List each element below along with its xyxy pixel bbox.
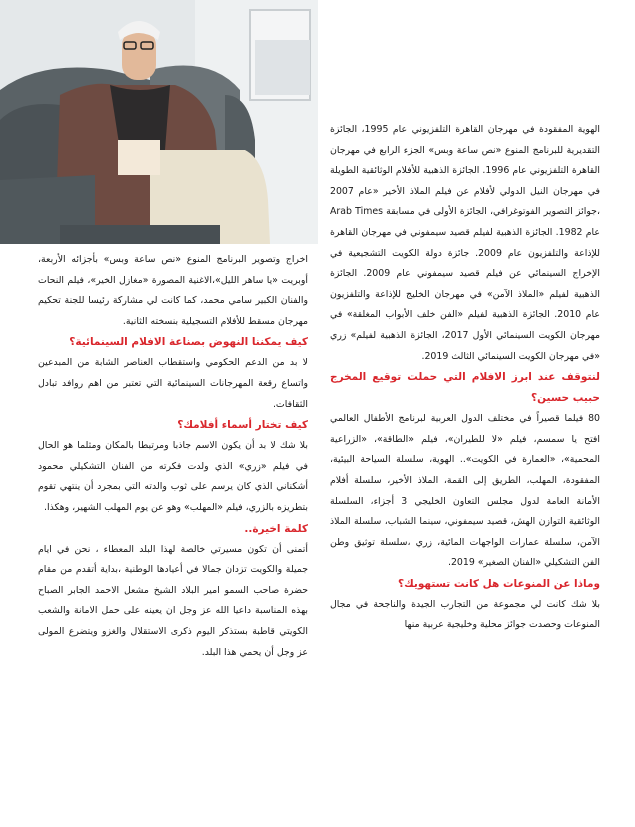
body-paragraph: لا بد من الدعم الحكومي واستقطاب العناصر الشابة من المبدعين واتساع رقعة المهرجانات السينمائية التي تعتبر من اهم روافد تبادل الثقافات. [38, 357, 308, 410]
body-paragraph: أتمنى أن تكون مسيرتي خالصة لهذا البلد المعطاء ، نحن في ايام جميلة والكويت تزدان جمالا في أعيادها الوطنية ،بداية أتقدم من مقام حضرة صاحب السمو امير البلاد الشيخ مشعل الاحمد الجابر الصباح بهذه المناسبة داعيا الله عز وجل ان يعينه على حمل الامانة والشعب الكويتي قاطبة بستذكر اليوم ذكرى الاستقلال والغزو ويتضرع المولى عز وجل أن يحمي هذا البلد. [38, 543, 308, 658]
interview-question: وماذا عن المنوعات هل كانت تستهويك؟ [398, 577, 600, 590]
interview-question: كيف تختار أسماء أفلامك؟ [177, 419, 308, 432]
portrait-photo [0, 0, 318, 244]
left-column [38, 250, 308, 663]
portrait-illustration [0, 0, 318, 244]
body-paragraph: اخراج وتصوير البرنامج المنوع «نص ساعة وبس» بأجزائه الأربعة، أوبريت «يا ساهر الليل»،الاغنية المصورة «مغازل الخير»، فيلم النحات والفنان الكبير سامي محمد، كما كانت لي مشاركة رئيسا للجنة تحكيم مهرجان مسقط للأفلام التسجيلية بنسخته الثانية. [38, 254, 308, 327]
body-paragraph: 80 فيلما قصيراً في مختلف الدول العربية لبرنامج الأطفال العالمي افتح يا سمسم، فيلم «لا للطيران»، فيلم «الطاقة»، «الزراعية المحمية»، «العمارة في الكويت».. الهوية، سلسلة السياحة البيئية، المفقودة، المهلب، الطريق إلى القمة، الملاذ الأخير، سلسلة أفلام الأمانة العامة لدول مجلس التعاون الخليجي 3 أجزاء، السلسلة الوثائقية التوازن الهش، قصيد سيمفوني، سينما الشباب، سلسلة الملاذ الآمن، سلسلة عمارات الواجهات المائية، زري ،سلسلة توثيق وطن الفن التشكيلي «الفنان الصغير» 2019. [330, 413, 601, 569]
body-paragraph: الهوية المفقودة في مهرجان القاهرة التلفزيوني عام 1995، الجائزة التقديرية للبرنامج المنوع «نص ساعة وبس» الجزء الرابع في مهرجان القاهرة التلفزيوني عام 1996. الجائزة الذهبية للأفلام الوثائقية الطويلة في مهرجان النيل الدولي لأفلام عن فيلم الملاذ الأخير «عام 2007 ،جوائز التصوير الفوتوغرافي، الجائزة الأولى في مسابقة Arab Times عام 1982. الجائزة الذهبية لفيلم قصيد سيمفوني في مهرجان القاهرة للإذاعة والتلفزيون عام 2009. جائزة دولة الكويت التشجيعية في الإخراج السينمائي عن فيلم قصيد سيمفوني عام 2009. الجائزة الذهبية لفيلم «الملاذ الآمن» في مهرجان الخليج للإذاعة والتلفزيون عام 2010. الجائزة الذهبية لفيلم «الفن خلف الأبواب المغلقة» في مهرجان الكويت السينمائي الأول 2017، الجائزة الذهبية لفيلم» زري «في مهرجان الكويت السينمائي الثالث 2019. [330, 124, 601, 362]
interview-question: كلمة اخيرة.. [244, 522, 308, 535]
interview-question: لنتوقف عند ابرز الافلام التي حملت توقيع المخرج حبيب حسين؟ [330, 371, 600, 405]
body-paragraph: بلا شك كانت لي مجموعة من التجارب الجيدة والناجحة في مجال المنوعات وحصدت جوائز محلية وخليجية عربية منها [330, 598, 600, 631]
interview-question: كيف يمكننا النهوض بصناعة الافلام السينمائية؟ [69, 336, 308, 349]
body-paragraph: بلا شك لا بد أن يكون الاسم جاذبا ومرتبطا بالمكان ومثلما هو الحال في فيلم «زري» الذي ولدت فكرته من الفنان التشكيلي محمود أشكناني الذي كان يرسم على ثوب والدته التي بمجرد أن ينتهي تقوم بتطريزه بالزري، فيلم «المهلب» وهو عن يوم المهلب الشهير، وهكذا. [38, 440, 308, 513]
right-column [330, 120, 600, 636]
